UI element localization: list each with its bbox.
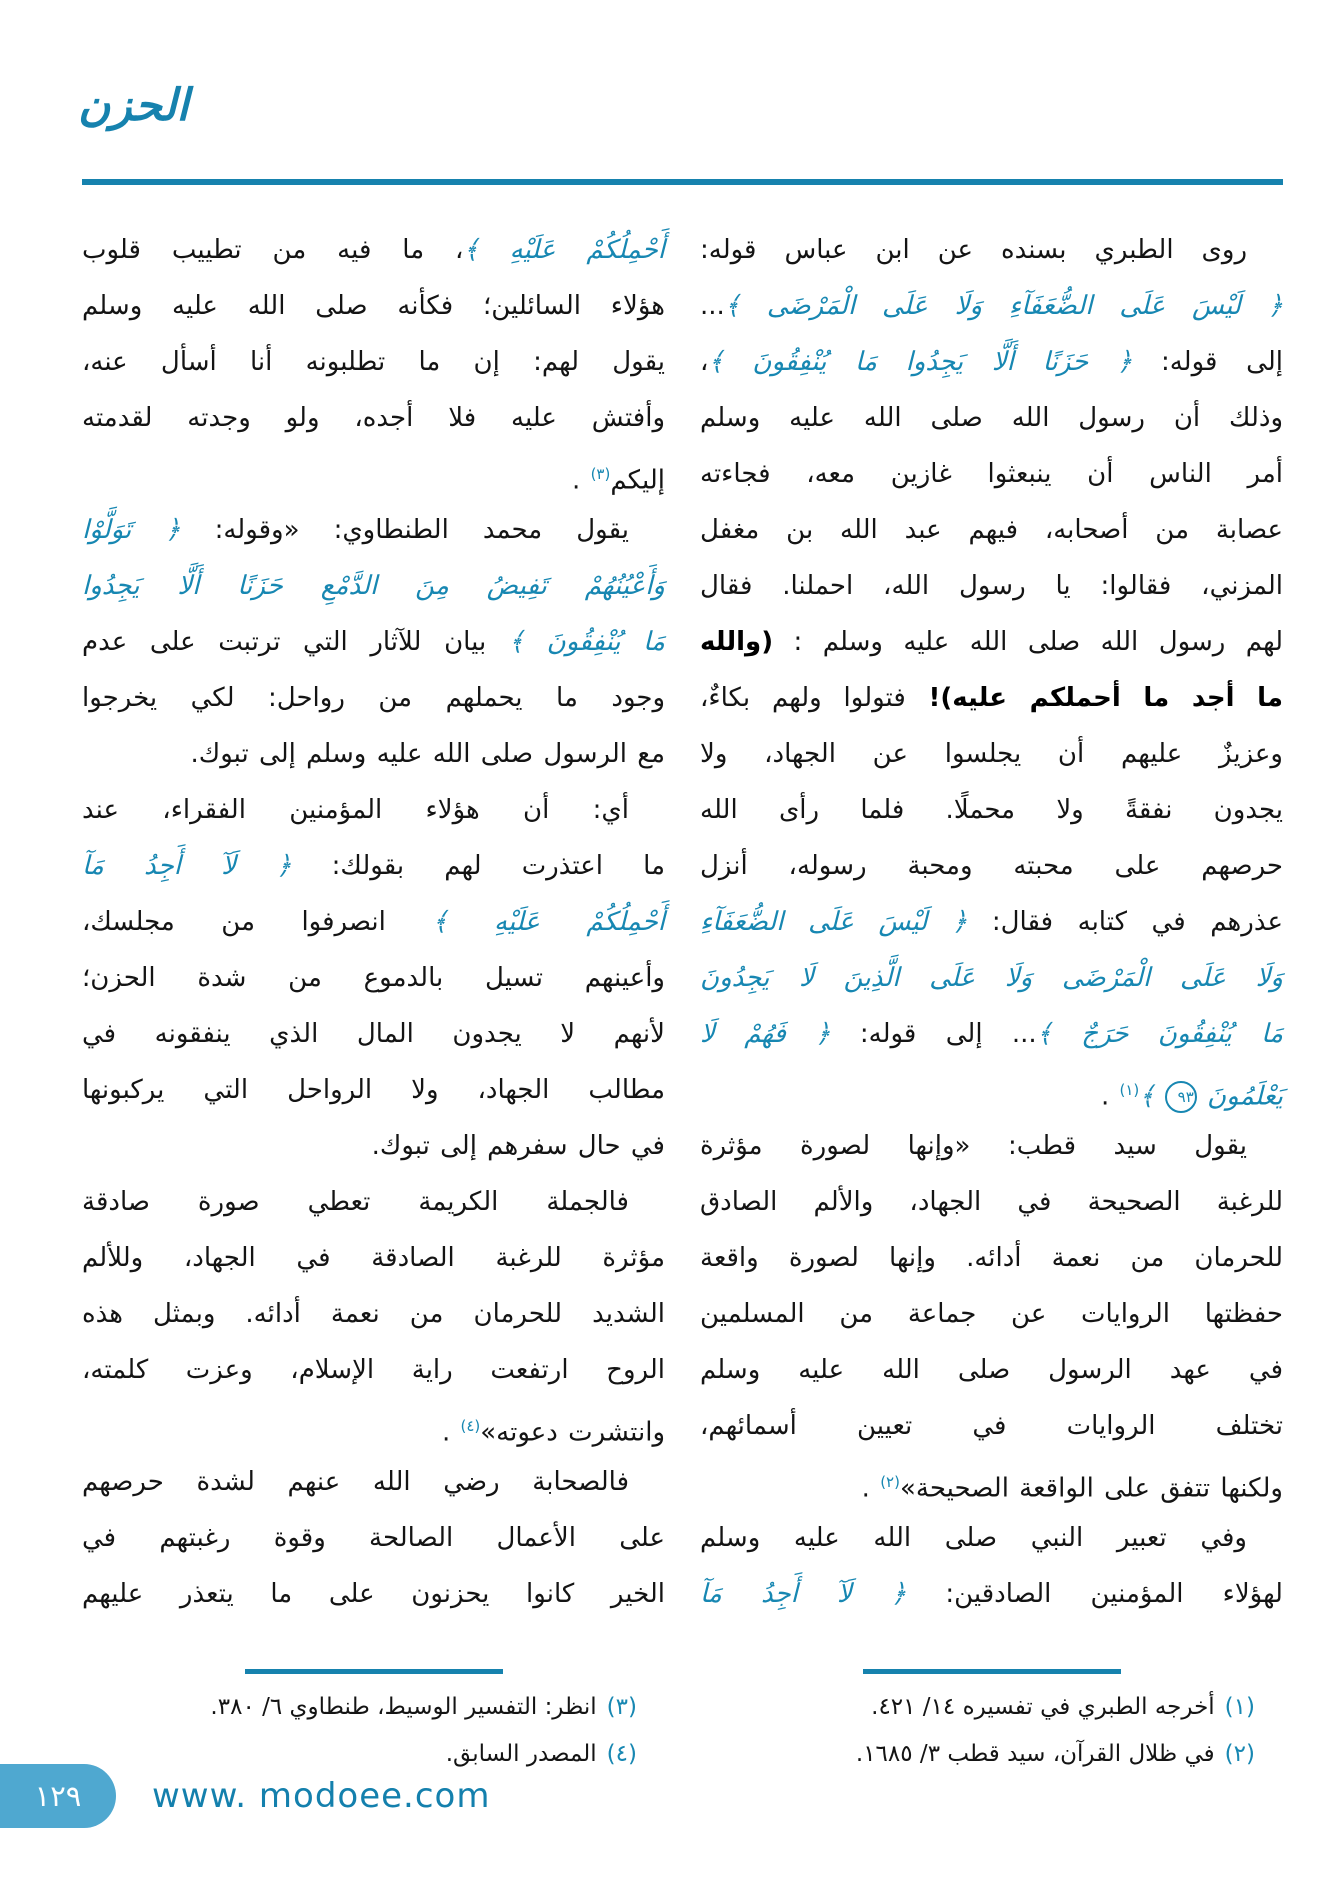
hadith-bold-text: ما أجد ما أحملكم عليه)!: [905, 683, 1283, 713]
body-text: الشديد للحرمان من نعمة أدائه. وبمثل هذه: [82, 1299, 665, 1329]
text-line: [700, 1006, 1283, 1062]
body-text: المزني، فقالوا: يا رسول الله، احملنا. فقال: [700, 571, 1283, 601]
quran-verse: ﴿ لَيْسَ عَلَى الضُّعَفَآءِ وَلَا عَلَى الْمَرْضَى ﴾: [724, 291, 1283, 321]
body-text: هؤلاء السائلين؛ فكأنه صلى الله عليه وسلم: [82, 291, 665, 321]
text-line: [700, 1510, 1283, 1566]
body-text: .: [861, 1473, 881, 1504]
body-text: يقول سيد قطب: «وإنها لصورة مؤثرة: [700, 1131, 1247, 1161]
footnote-ref: (٣): [590, 465, 611, 483]
quran-verse: ﴿ لَآ أَجِدُ مَآ: [82, 851, 292, 881]
body-text: حرصهم على محبته ومحبة رسوله، أنزل: [700, 851, 1283, 881]
body-text: الخير كانوا يحزنون على ما يتعذر عليهم: [82, 1579, 665, 1609]
text-line: [700, 1174, 1283, 1230]
text-line: [700, 390, 1283, 446]
footnote-ref: (٤): [460, 1417, 481, 1435]
footnote-separator: [863, 1669, 1121, 1674]
page-content: [82, 222, 1283, 1778]
text-line: [700, 334, 1283, 390]
body-text: في حال سفرهم إلى تبوك.: [371, 1131, 665, 1161]
footnote-number: (١): [1224, 1694, 1255, 1720]
text-line: [82, 334, 665, 390]
text-line: [82, 390, 665, 446]
verse-number-badge: ٩٣: [1165, 1081, 1197, 1113]
text-line: [82, 726, 665, 782]
quran-verse: مَا يُنْفِقُونَ حَرَجٌ ﴾: [1036, 1019, 1283, 1049]
text-line: [82, 1342, 665, 1398]
body-text: وعزيزٌ عليهم أن يجلسوا عن الجهاد، ولا: [700, 739, 1283, 769]
body-text: ،: [700, 347, 709, 377]
body-text: عذرهم في كتابه فقال:: [967, 907, 1283, 937]
hadith-bold-text: (والله: [700, 627, 774, 657]
body-text: مع الرسول صلى الله عليه وسلم إلى تبوك.: [190, 739, 665, 769]
text-line: [700, 614, 1283, 670]
text-line: [82, 1510, 665, 1566]
body-text: .: [1100, 1081, 1120, 1112]
footnote-number: (٢): [1224, 1741, 1255, 1767]
footnote-text: في ظلال القرآن، سيد قطب ٣/ ١٦٨٥.: [855, 1741, 1215, 1767]
quran-verse: ﴿ تَوَلَّوْا: [82, 515, 181, 545]
body-text: يجدون نفقةً ولا محملًا. فلما رأى الله: [700, 795, 1283, 825]
footnote-text: أخرجه الطبري في تفسيره ١٤/ ٤٢١.: [871, 1694, 1215, 1720]
body-text: حفظتها الروايات عن جماعة من المسلمين: [700, 1299, 1283, 1329]
body-text: بيان للآثار التي ترتبت على عدم: [82, 627, 509, 657]
quran-verse: أَحْمِلُكُمْ عَلَيْهِ ﴾: [463, 235, 665, 265]
text-line: [700, 1398, 1283, 1454]
body-text: ولكنها تتفق على الواقعة الصحيحة»: [899, 1473, 1283, 1504]
body-text: روى الطبري بسنده عن ابن عباس قوله:: [700, 235, 1247, 265]
page-number: ١٢٩: [34, 1779, 82, 1813]
footnotes-block: [700, 1669, 1283, 1778]
column-right: [700, 222, 1283, 1778]
quran-verse: أَحْمِلُكُمْ عَلَيْهِ ﴾: [432, 907, 665, 937]
footnote-ref: (٢): [880, 1473, 900, 1491]
body-text: وانتشرت دعوته»: [480, 1417, 665, 1448]
text-line: [82, 838, 665, 894]
footnote-line: [700, 1684, 1283, 1731]
page-number-tab: [0, 1764, 116, 1828]
text-line: [700, 726, 1283, 782]
quran-verse: ﴿ لَآ أَجِدُ مَآ: [700, 1579, 907, 1609]
body-text: أمر الناس أن ينبعثوا غازين معه، فجاءته: [700, 459, 1283, 489]
text-line: [700, 222, 1283, 278]
text-line: [700, 278, 1283, 334]
text-line: [700, 950, 1283, 1006]
text-line: [82, 1454, 665, 1510]
body-text: فتولوا ولهم بكاءٌ،: [700, 683, 906, 713]
body-text: وذلك أن رسول الله صلى الله عليه وسلم: [700, 403, 1283, 433]
quran-verse: ﴿ حَزَنًا أَلَّا يَجِدُوا مَا يُنْفِقُونَ ﴾: [708, 347, 1133, 377]
body-text: وفي تعبير النبي صلى الله عليه وسلم: [700, 1523, 1247, 1553]
footnote-text: المصدر السابق.: [445, 1741, 597, 1767]
body-text: للرغبة الصحيحة في الجهاد، والألم الصادق: [700, 1187, 1283, 1217]
footnote-line: [82, 1731, 665, 1778]
body-text: وأفتش عليه فلا أجده، ولو وجدته لقدمته: [82, 403, 665, 433]
footnotes-block: [82, 1669, 665, 1778]
text-line: [700, 558, 1283, 614]
text-line: [700, 1342, 1283, 1398]
quran-verse: وَلَا عَلَى الْمَرْضَى وَلَا عَلَى الَّذِينَ لَا يَجِدُونَ: [700, 963, 1283, 993]
body-text: للحرمان من نعمة أدائه. وإنها لصورة واقعة: [700, 1243, 1283, 1273]
body-text: لهم رسول الله صلى الله عليه وسلم :: [773, 627, 1283, 657]
body-text: الروح ارتفعت راية الإسلام، وعزت كلمته،: [82, 1355, 665, 1385]
header-rule: [82, 179, 1283, 185]
column-left: [82, 222, 665, 1778]
text-line: [700, 1062, 1283, 1118]
body-text: ... إلى قوله:: [830, 1019, 1037, 1049]
footnote-line: [82, 1684, 665, 1731]
body-text: وجود ما يحملهم من رواحل: لكي يخرجوا: [82, 683, 665, 713]
body-text: إلى قوله:: [1132, 347, 1283, 377]
text-line: [700, 782, 1283, 838]
quran-verse: مَا يُنْفِقُونَ ﴾: [508, 627, 665, 657]
body-text: انصرفوا من مجلسك،: [82, 907, 433, 937]
footnote-separator: [245, 1669, 503, 1674]
quran-verse: ﴾: [1139, 1081, 1165, 1112]
text-line: [82, 558, 665, 614]
text-line: [82, 614, 665, 670]
text-line: [82, 1398, 665, 1454]
text-line: [82, 782, 665, 838]
chapter-title: الحزن: [78, 80, 189, 131]
text-line: [82, 502, 665, 558]
body-text: على الأعمال الصالحة وقوة رغبتهم في: [82, 1523, 665, 1553]
text-line: [82, 446, 665, 502]
text-line: [700, 670, 1283, 726]
footnote-number: (٣): [606, 1694, 637, 1720]
text-line: [700, 1118, 1283, 1174]
footnote-ref: (١): [1119, 1081, 1140, 1099]
quran-verse: ﴿ فَهُمْ لَا: [700, 1019, 831, 1049]
text-line: [700, 838, 1283, 894]
text-line: [82, 1230, 665, 1286]
body-text: .: [441, 1417, 461, 1448]
body-text: إليكم: [610, 465, 665, 496]
body-text: فالصحابة رضي الله عنهم لشدة حرصهم: [82, 1467, 629, 1497]
body-text: لأنهم لا يجدون المال الذي ينفقونه في: [82, 1019, 665, 1049]
text-line: [82, 1286, 665, 1342]
text-line: [700, 1454, 1283, 1510]
quran-verse: ﴿ لَيْسَ عَلَى الضُّعَفَآءِ: [700, 907, 968, 937]
text-line: [82, 222, 665, 278]
body-text: في عهد الرسول صلى الله عليه وسلم: [700, 1355, 1283, 1385]
body-text: ...: [700, 291, 725, 321]
body-text: .: [572, 465, 591, 496]
body-text: تختلف الروايات في تعيين أسمائهم،: [700, 1411, 1283, 1441]
text-line: [700, 446, 1283, 502]
text-line: [82, 1118, 665, 1174]
footnote-line: [700, 1731, 1283, 1778]
text-line: [82, 278, 665, 334]
quran-verse: يَعْلَمُونَ: [1196, 1081, 1283, 1112]
body-text: فالجملة الكريمة تعطي صورة صادقة: [82, 1187, 629, 1217]
body-text: أي: أن هؤلاء المؤمنين الفقراء، عند: [82, 795, 629, 825]
text-line: [82, 1566, 665, 1622]
text-line: [82, 950, 665, 1006]
body-text: مؤثرة للرغبة الصادقة في الجهاد، وللألم: [82, 1243, 665, 1273]
website-url: www. modoee.com: [152, 1776, 491, 1816]
body-text: عصابة من أصحابه، فيهم عبد الله بن مغفل: [700, 515, 1283, 545]
text-line: [82, 1062, 665, 1118]
text-line: [700, 1230, 1283, 1286]
text-line: [700, 1566, 1283, 1622]
quran-verse: وَأَعْيُنُهُمْ تَفِيضُ مِنَ الدَّمْعِ حَزَنًا أَلَّا يَجِدُوا: [82, 571, 665, 601]
body-text: وأعينهم تسيل بالدموع من شدة الحزن؛: [82, 963, 665, 993]
text-line: [700, 1286, 1283, 1342]
text-line: [82, 1174, 665, 1230]
body-text: ما اعتذرت لهم بقولك:: [291, 851, 666, 881]
text-line: [700, 894, 1283, 950]
text-line: [82, 1006, 665, 1062]
body-text: مطالب الجهاد، ولا الرواحل التي يركبونها: [82, 1075, 665, 1105]
body-text: يقول لهم: إن ما تطلبونه أنا أسأل عنه،: [82, 347, 665, 377]
text-line: [82, 894, 665, 950]
body-text: لهؤلاء المؤمنين الصادقين:: [906, 1579, 1283, 1609]
body-text: يقول محمد الطنطاوي: «وقوله:: [180, 515, 629, 545]
footnote-text: انظر: التفسير الوسيط، طنطاوي ٦/ ٣٨٠.: [210, 1694, 597, 1720]
footnote-number: (٤): [606, 1741, 637, 1767]
text-line: [82, 670, 665, 726]
body-text: ، ما فيه من تطييب قلوب: [82, 235, 464, 265]
text-line: [700, 502, 1283, 558]
